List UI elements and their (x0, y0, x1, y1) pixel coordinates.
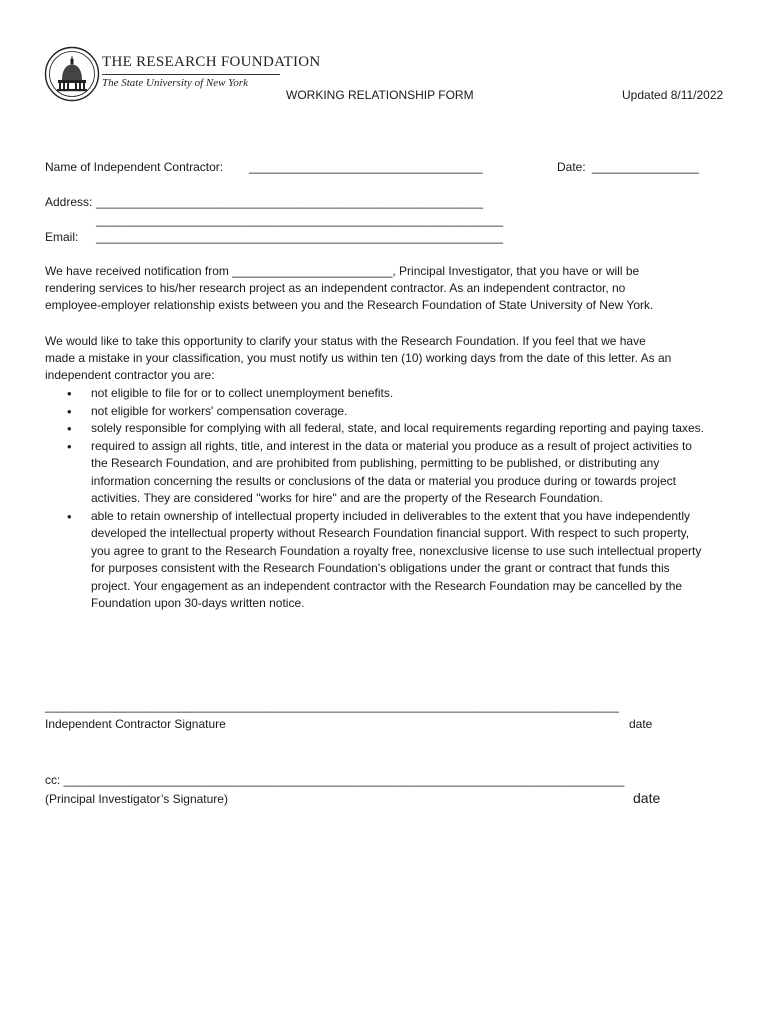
notification-line-3: employee-employer relationship exists between you and the Research Foundation of State University of New York. (45, 298, 654, 312)
org-name: THE RESEARCH FOUNDATION (102, 54, 321, 70)
address-field-line2[interactable]: _____________________________________________________________ (96, 213, 504, 227)
contractor-name-field[interactable]: ___________________________________ (249, 160, 483, 174)
notification-paragraph (45, 263, 725, 314)
contractor-signature-line[interactable]: ______________________________________________________________________________________ (45, 699, 619, 713)
status-line-1: We would like to take this opportunity to clarify your status with the Research Foundation. If you feel that we have (45, 334, 646, 348)
date-label: Date: (557, 160, 586, 174)
org-name-rule (102, 74, 280, 75)
updated-date: Updated 8/11/2022 (622, 88, 724, 102)
status-line-2: made a mistake in your classification, you must notify us within ten (10) working days from the date of this letter. As an (45, 351, 672, 365)
pi-signature-label: (Principal Investigator’s Signature) (45, 792, 228, 806)
term-item: • not eligible for workers' compensation coverage. (45, 403, 725, 421)
status-line-3: independent contractor you are: (45, 368, 215, 382)
org-subtitle: The State University of New York (102, 77, 248, 89)
research-foundation-seal-logo (44, 46, 100, 102)
notification-line-1: We have received notification from ________________________, Principal Investigator, that you have or will be (45, 264, 640, 278)
cc-signature-line[interactable]: cc: ____________________________________________________________________________________ (45, 773, 625, 787)
date-field[interactable]: ________________ (592, 160, 699, 174)
form-title: WORKING RELATIONSHIP FORM (286, 88, 474, 102)
notification-line-2: rendering services to his/her research project as an independent contractor. As an independent contractor, no (45, 281, 626, 295)
address-label: Address: (45, 195, 93, 209)
contractor-date-label: date (629, 717, 653, 731)
email-field[interactable]: _____________________________________________________________ (96, 230, 504, 244)
contractor-terms-list (45, 385, 725, 613)
address-field-line1[interactable]: __________________________________________________________ (96, 195, 484, 209)
term-item: • not eligible to file for or to collect unemployment benefits. (45, 385, 725, 403)
email-label: Email: (45, 230, 79, 244)
term-item: • solely responsible for complying with all federal, state, and local requirements regarding reporting and paying taxes. (45, 420, 725, 438)
term-item: • able to retain ownership of intellectual property included in deliverables to the extent that you have independently developed the intellectual property without Research Foundation financial support. With respect to such property, you agree to grant to the Research Foundation a royalty free, nonexclusive license to use such intellectual property for purposes consistent with the Research Foundation's obligations under the grant or contract that funds this project. Your engagement as an independent contractor with the Research Foundation may be cancelled by the Foundation upon 30-days written notice. (45, 508, 725, 613)
term-item: • required to assign all rights, title, and interest in the data or material you produce as a result of project activities to the Research Foundation, and are prohibited from publishing, permitting to be published, or distributing any information concerning the results or conclusions of the data or material you produce during or towards project activities. They are considered "works for hire" and are the property of the Research Foundation. (45, 438, 725, 508)
pi-date-label: date (633, 790, 661, 806)
contractor-signature-label: Independent Contractor Signature (45, 717, 226, 731)
status-paragraph (45, 333, 725, 384)
contractor-name-label: Name of Independent Contractor: (45, 160, 224, 174)
